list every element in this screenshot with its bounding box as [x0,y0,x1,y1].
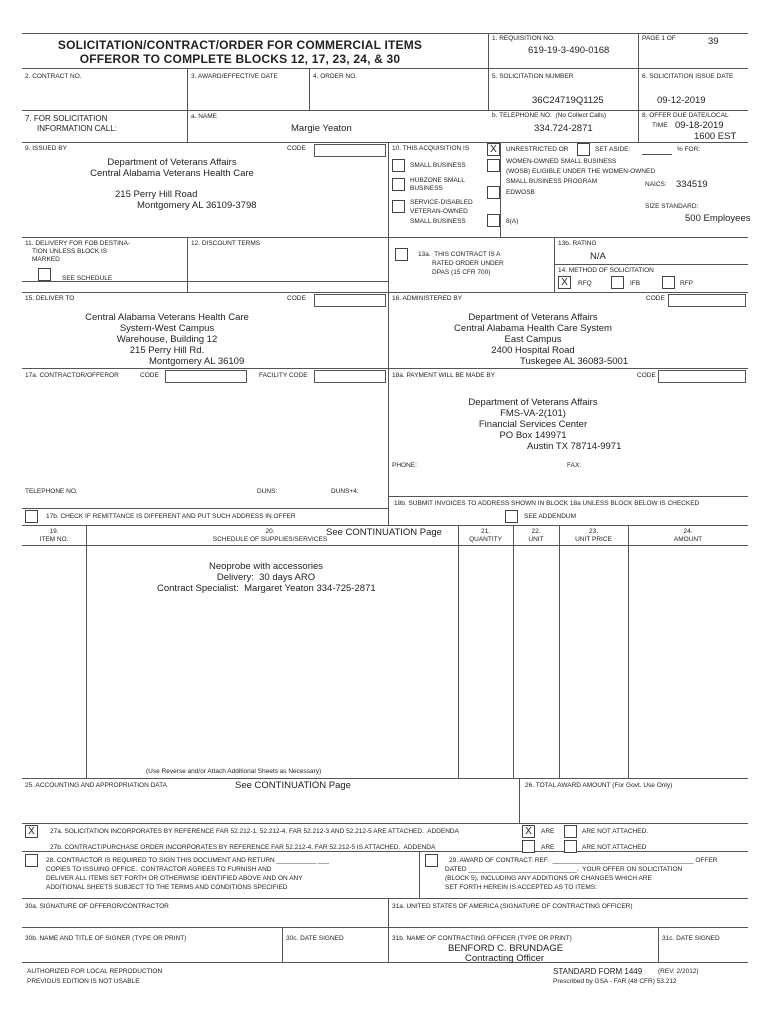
form-title: SOLICITATION/CONTRACT/ORDER FOR COMMERCIAL ITEMS [57,38,423,52]
issued-by-code-label: CODE [287,145,306,152]
rule [22,508,388,509]
issued-by-line: Central Alabama Veterans Health Care [90,168,254,179]
clause-29-text: DATED ______________________________. YOUR OFFER ON SOLICITATION [445,866,683,873]
rule [22,292,748,293]
deliver-to-line: 215 Perry Hill Rd. [129,345,205,356]
ifb-checkbox[interactable] [611,276,624,289]
rule [388,142,389,237]
see-addendum-checkbox[interactable] [505,510,518,523]
contract-no-label: 2. CONTRACT NO. [25,73,82,80]
rated-order-label: 13a. THIS CONTRACT IS A [418,251,501,258]
rule [500,142,501,237]
addenda-27b-are-checkbox[interactable] [522,840,535,853]
solicitation-number: 36C24719Q1125 [532,95,604,106]
clause-29-checkbox[interactable] [425,854,438,867]
wosb-checkbox[interactable] [487,159,500,172]
time-label: TIME [652,122,668,129]
unrestricted-checkbox[interactable]: X [487,143,500,156]
order-no-label: 4. ORDER NO. [313,73,358,80]
solicitation-method-label: 14. METHOD OF SOLICITATION [558,267,654,274]
eight-a-checkbox[interactable] [487,214,500,227]
addenda-are-label: ARE [541,828,555,835]
rule [22,927,748,928]
officer-signature-label: 31a. UNITED STATES OF AMERICA (SIGNATURE OF CONTRACTING OFFICER) [392,903,633,910]
see-schedule-checkbox[interactable] [38,268,51,281]
officer-date-label: 31c. DATE SIGNED [662,935,720,942]
reverse-note: (Use Reverse and/or Attach Additional Sheets as Necessary) [146,768,322,775]
hubzone-checkbox[interactable] [392,178,405,191]
administered-by-line: East Campus [504,334,562,345]
addenda-27b-are-not-label: ARE NOT ATTACHED [582,844,647,851]
payment-code-label: CODE [637,372,656,379]
clause-28-text: ADDITIONAL SHEETS SUBJECT TO THE TERMS AND CONDITIONS SPECIFIED [46,884,288,891]
rating-value: N/A [590,251,606,262]
col-schedule-header: SCHEDULE OF SUPPLIES/SERVICES [212,536,328,543]
form-subtitle: OFFEROR TO COMPLETE BLOCKS 12, 17, 23, 24, & 30 [79,52,401,66]
telephone-label: b. TELEPHONE NO. (No Collect Calls) [492,112,607,119]
contractor-code-label: CODE [140,372,159,379]
wosb-label-2: (WOSB) ELIGIBLE UNDER THE WOMEN-OWNED [506,168,656,175]
unrestricted-label: UNRESTRICTED OR [506,146,569,153]
rfp-checkbox[interactable] [662,276,675,289]
deliver-to-line: Central Alabama Veterans Health Care [85,312,249,323]
payment-phone-label: PHONE: [392,462,417,469]
issued-by-code-field[interactable] [314,144,386,157]
rfq-checkbox[interactable]: X [558,276,571,289]
rule [22,778,748,779]
administered-by-label: 16. ADMINISTERED BY [392,295,463,302]
rule [22,68,748,69]
issued-by-line: 215 Perry Hill Road [115,189,198,200]
rule [22,142,748,143]
deliver-to-code-field[interactable] [314,294,386,307]
col-item-no-num: 19. [49,528,59,535]
officer-name-label: 31b. NAME OF CONTRACTING OFFICER (TYPE OR PRINT) [392,935,572,942]
rating-label: 13b. RATING [558,240,597,247]
delivery-label-2: TION UNLESS BLOCK IS [32,248,108,255]
col-amount-num: 24. [683,528,693,535]
administered-by-line: Tuskegee AL 36083-5001 [520,356,629,367]
percent-blank [642,154,672,155]
clause-28-checkbox[interactable] [25,854,38,867]
rule [22,545,748,546]
offeror-signature-label: 30a. SIGNATURE OF OFFEROR/CONTRACTOR [25,903,169,910]
addenda-27b-are-not-checkbox[interactable] [564,840,577,853]
deliver-to-line: System-West Campus [119,323,215,334]
info-call-label: 7. FOR SOLICITATION [25,114,108,123]
rule [388,898,389,962]
clause-27a-checkbox[interactable]: X [25,825,38,838]
administered-by-code-field[interactable] [668,294,746,307]
acquisition-label: 10. THIS ACQUISITION IS [392,145,470,152]
offer-due-label: 8. OFFER DUE DATE/LOCAL [642,112,729,119]
issued-by-line: Montgomery AL 36109-3798 [137,200,257,211]
rule [458,525,459,778]
small-business-checkbox[interactable] [392,159,405,172]
rule [22,823,748,824]
payment-line: Financial Services Center [478,419,588,430]
clause-28-text: DELIVER ALL ITEMS SET FORTH OR OTHERWISE IDENTIFIED ABOVE AND ON ANY [46,875,303,882]
delivery-label: 11. DELIVERY FOR FOB DESTINA- [25,240,131,247]
rule [388,237,389,292]
col-unit-header: UNIT [528,536,544,543]
rule [388,496,748,497]
payment-line: FMS-VA-2(101) [500,408,566,419]
col-quantity-num: 21. [480,528,491,535]
size-standard-value: 500 Employees [685,213,751,224]
payment-line: Austin TX 78714-9971 [527,441,622,452]
payment-line: PO Box 149971 [499,430,567,441]
wosb-label: WOMEN-OWNED SMALL BUSINESS [506,158,617,165]
rule [22,525,748,526]
clause-28-text: COPIES TO ISSUING OFFICE. CONTRACTOR AGREES TO FURNISH AND [46,866,272,873]
set-aside-checkbox[interactable] [577,143,590,156]
set-aside-label: SET ASIDE: [595,146,631,153]
col-quantity-header: QUANTITY [469,536,502,543]
rule [282,927,283,962]
edwosb-checkbox[interactable] [487,186,500,199]
clause-27b-text: 27b. CONTRACT/PURCHASE ORDER INCORPORATES BY REFERENCE FAR 52.212-4. FAR 52.212-5 IS ATTACHED. ADDENDA [50,844,436,851]
ifb-label: IFB [630,280,641,287]
total-award-label: 26. TOTAL AWARD AMOUNT (For Govt. Use Only) [525,782,673,789]
offer-due-time: 1600 EST [694,131,737,142]
rule [419,851,420,898]
rule [22,962,748,963]
see-schedule-label: SEE SCHEDULE [62,275,113,282]
sdvosb-label-3: SMALL BUSINESS [410,218,466,225]
sdvosb-checkbox[interactable] [392,200,405,213]
solicitation-number-label: 5. SOLICITATION NUMBER [492,73,574,80]
clause-28-text: 28. CONTRACTOR IS REQUIRED TO SIGN THIS DOCUMENT AND RETURN ___________ ___ [46,857,329,864]
deliver-to-code-label: CODE [287,295,306,302]
clause-29-text: 29. AWARD OF CONTRACT: REF. _______________________________________ OFFER [449,857,718,864]
issued-by-label: 9. ISSUED BY [25,145,67,152]
naics-label: NAICS: [645,181,667,188]
sdvosb-label-2: VETERAN-OWNED [410,208,468,215]
rule [488,33,489,110]
payment-label: 18a. PAYMENT WILL BE MADE BY [392,372,496,379]
page-total: 39 [708,36,719,47]
rule [628,525,629,778]
eight-a-label: 8(A) [506,218,519,225]
rated-order-checkbox[interactable] [395,248,408,261]
rule [187,237,188,292]
telephone-number: 334.724-2871 [534,123,593,134]
deliver-to-line: Montgomery AL 36109 [149,356,245,367]
issued-by-line: Department of Veterans Affairs [107,157,237,168]
clause-29-text: SET FORTH HEREIN IS ACCEPTED AS TO ITEMS: [445,884,597,891]
col-unit-num: 22. [531,528,541,535]
previous-edition-note: PREVIOUS EDITION IS NOT USABLE [27,978,140,985]
payment-line: Department of Veterans Affairs [468,397,598,408]
schedule-continuation: See CONTINUATION Page [326,527,442,538]
rfq-label: RFQ [578,280,592,287]
facility-code-field[interactable] [314,370,386,383]
revision-date: (REV. 2/2012) [658,968,699,975]
contact-name-label: a. NAME [191,113,218,120]
prescribed-by: Prescribed by GSA - FAR (48 CFR) 53.212 [553,978,677,985]
administered-by-line: Department of Veterans Affairs [468,312,598,323]
remittance-label: 17b. CHECK IF REMITTANCE IS DIFFERENT AND PUT SUCH ADDRESS IN OFFER [46,513,296,520]
deliver-to-label: 15. DELIVER TO [25,295,75,302]
offeror-date-label: 30c. DATE SIGNED [286,935,344,942]
addenda-27b-are-label: ARE [541,844,555,851]
contracting-officer-name: BENFORD C. BRUNDAGE [448,943,564,954]
col-unit-price-header: UNIT PRICE [575,536,612,543]
contractor-label: 17a. CONTRACTOR/OFFEROR [25,372,119,379]
discount-terms-label: 12. DISCOUNT TERMS [191,240,261,247]
requisition-number: 619-19-3-490-0168 [528,45,610,56]
rated-order-label-3: DPAS (15 CFR 700) [432,269,491,276]
naics-code: 334519 [676,179,708,190]
standard-form-number: STANDARD FORM 1449 [553,967,643,976]
rule [22,368,748,369]
addenda-are-checkbox[interactable]: X [522,825,535,838]
col-schedule-num: 20. [265,528,275,535]
rule [309,68,310,110]
rule [187,68,188,142]
size-standard-label: SIZE STANDARD: [645,203,699,210]
accounting-label: 25. ACCOUNTING AND APPROPRIATION DATA [25,782,167,789]
telephone-no-label: TELEPHONE NO. [25,488,78,495]
requisition-label: 1. REQUISITION NO. [492,35,555,42]
issue-date-label: 6. SOLICITATION ISSUE DATE [642,73,734,80]
rule [22,33,748,34]
edwosb-label: EDWOSB [506,189,535,196]
col-item-no-header: ITEM NO. [39,536,69,543]
addenda-are-not-checkbox[interactable] [564,825,577,838]
administered-by-code-label: CODE [646,295,665,302]
see-addendum-label: SEE ADDENDUM [524,513,577,520]
clause-29-text: (BLOCK 5), INCLUDING ANY ADDITIONS OR CHANGES WHICH ARE [445,875,652,882]
administered-by-line: 2400 Hospital Road [491,345,575,356]
rule [559,525,560,778]
rule [22,237,748,238]
issue-date: 09-12-2019 [657,95,706,106]
duns-label: DUNS: [257,488,278,495]
clause-27a-text: 27a. SOLICITATION INCORPORATES BY REFERENCE FAR 52.212-1, 52.212-4. FAR 52.212-3 AND 52.212-5 ARE ATTACHED. ADDENDA [50,828,459,835]
rated-order-label-2: RATED ORDER UNDER [432,260,504,267]
info-call-label-2: INFORMATION CALL: [37,124,117,133]
deliver-to-line: Warehouse, Building 12 [116,334,218,345]
delivery-label-3: MARKED [32,256,60,263]
percent-for-label: % FOR: [677,146,701,153]
accounting-value: See CONTINUATION Page [235,780,351,791]
rule [554,237,555,292]
col-amount-header: AMOUNT [673,536,703,543]
col-unit-price-num: 23. [588,528,599,535]
rule [86,525,87,778]
rule [638,33,639,142]
signer-name-label: 30b. NAME AND TITLE OF SIGNER (TYPE OR PRINT) [25,935,187,942]
payment-fax-label: FAX: [567,462,582,469]
hubzone-label: HUBZONE SMALL [410,177,465,184]
rule [658,927,659,962]
contact-name: Margie Yeaton [291,123,352,134]
small-business-label: SMALL BUSINESS [410,162,466,169]
schedule-description-line: Contract Specialist: Margaret Yeaton 334-725-2871 [157,583,376,594]
wosb-label-3: SMALL BUSINESS PROGRAM [506,178,598,185]
addenda-are-not-label: ARE NOT ATTACHED. [582,828,649,835]
schedule-description-line: Delivery: 30 days ARO [216,572,316,583]
rule [22,898,748,899]
submit-invoices-label: 18b. SUBMIT INVOICES TO ADDRESS SHOWN IN BLOCK 18a UNLESS BLOCK BELOW IS CHECKED [394,500,700,507]
page-label: PAGE 1 OF [642,35,676,42]
hubzone-label-2: BUSINESS [410,185,443,192]
duns4-label: DUNS+4: [331,488,359,495]
remittance-checkbox[interactable] [25,510,38,523]
contracting-officer-title: Contracting Officer [465,953,545,964]
rule [22,110,748,111]
facility-code-label: FACILITY CODE [259,372,308,379]
rule [519,778,520,823]
rule [554,264,748,265]
contractor-code-field[interactable] [165,370,247,383]
schedule-description-line: Neoprobe with accessories [208,561,324,572]
rule [513,525,514,778]
administered-by-line: Central Alabama Health Care System [454,323,612,334]
local-reproduction-note: AUTHORIZED FOR LOCAL REPRODUCTION [27,968,163,975]
offer-due-date: 09-18-2019 [675,120,724,131]
sdvosb-label: SERVICE-DISABLED [410,199,473,206]
rfp-label: RFP [680,280,693,287]
payment-code-field[interactable] [658,370,746,383]
award-date-label: 3. AWARD/EFFECTIVE DATE [191,73,278,80]
